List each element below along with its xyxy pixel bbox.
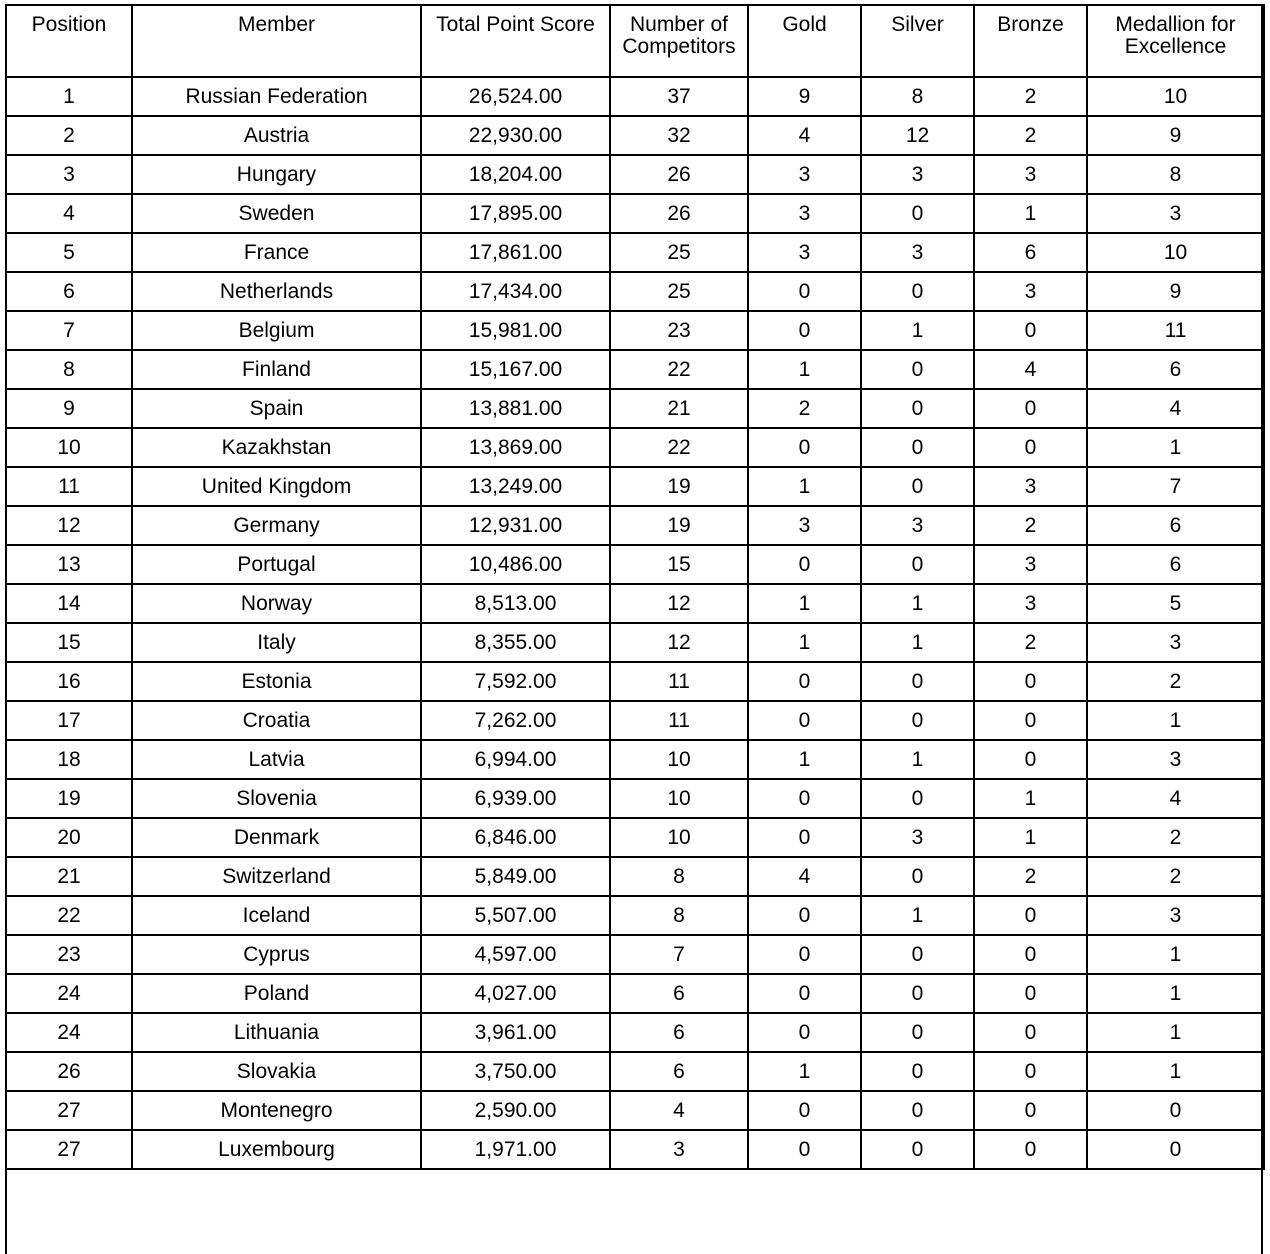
gold-cell: 0 — [748, 701, 861, 740]
silver-cell: 0 — [861, 935, 974, 974]
member-cell: Cyprus — [132, 935, 421, 974]
silver-cell: 3 — [861, 818, 974, 857]
gold-cell: 0 — [748, 272, 861, 311]
competitors-cell: 21 — [610, 389, 748, 428]
gold-cell: 1 — [748, 467, 861, 506]
medallion-cell: 3 — [1087, 623, 1264, 662]
position-cell: 26 — [6, 1052, 132, 1091]
gold-cell: 0 — [748, 935, 861, 974]
gold-cell: 3 — [748, 506, 861, 545]
member-cell: Latvia — [132, 740, 421, 779]
gold-cell: 1 — [748, 1052, 861, 1091]
medallion-cell: 0 — [1087, 1091, 1264, 1130]
table-row — [6, 779, 1264, 818]
gold-cell: 0 — [748, 1013, 861, 1052]
competitors-cell: 25 — [610, 272, 748, 311]
silver-cell: 0 — [861, 1130, 974, 1169]
medallion-cell: 1 — [1087, 428, 1264, 467]
table-row — [6, 701, 1264, 740]
gold-cell: 0 — [748, 896, 861, 935]
gold-cell: 3 — [748, 155, 861, 194]
total-point-score-cell: 13,869.00 — [421, 428, 610, 467]
silver-cell: 1 — [861, 740, 974, 779]
silver-cell: 12 — [861, 116, 974, 155]
table-row — [6, 467, 1264, 506]
medallion-cell: 8 — [1087, 155, 1264, 194]
competitors-cell: 23 — [610, 311, 748, 350]
member-cell: Luxembourg — [132, 1130, 421, 1169]
gold-cell: 1 — [748, 584, 861, 623]
member-cell: Italy — [132, 623, 421, 662]
gold-cell: 0 — [748, 311, 861, 350]
bronze-cell: 1 — [974, 818, 1087, 857]
total-point-score-cell: 18,204.00 — [421, 155, 610, 194]
silver-cell: 0 — [861, 701, 974, 740]
total-point-score-cell: 17,861.00 — [421, 233, 610, 272]
position-cell: 1 — [6, 77, 132, 116]
competitors-cell: 8 — [610, 896, 748, 935]
silver-cell: 0 — [861, 857, 974, 896]
bronze-cell: 0 — [974, 740, 1087, 779]
bronze-cell: 2 — [974, 77, 1087, 116]
silver-cell: 8 — [861, 77, 974, 116]
gold-cell: 1 — [748, 740, 861, 779]
gold-cell: 4 — [748, 857, 861, 896]
competitors-cell: 11 — [610, 662, 748, 701]
position-cell: 8 — [6, 350, 132, 389]
position-cell: 23 — [6, 935, 132, 974]
member-cell: Lithuania — [132, 1013, 421, 1052]
total-point-score-cell: 8,513.00 — [421, 584, 610, 623]
medallion-cell: 10 — [1087, 77, 1264, 116]
gold-cell: 2 — [748, 389, 861, 428]
silver-cell: 0 — [861, 272, 974, 311]
silver-cell: 0 — [861, 779, 974, 818]
gold-cell: 3 — [748, 233, 861, 272]
bronze-cell: 2 — [974, 623, 1087, 662]
gold-cell: 1 — [748, 350, 861, 389]
table-row — [6, 116, 1264, 155]
table-row — [6, 935, 1264, 974]
silver-cell: 1 — [861, 896, 974, 935]
silver-cell: 0 — [861, 1013, 974, 1052]
table-row — [6, 194, 1264, 233]
table-row — [6, 155, 1264, 194]
silver-cell: 0 — [861, 1052, 974, 1091]
total-point-score-cell: 3,750.00 — [421, 1052, 610, 1091]
competitors-cell: 25 — [610, 233, 748, 272]
competitors-cell: 6 — [610, 1013, 748, 1052]
competitors-cell: 12 — [610, 584, 748, 623]
table-row — [6, 818, 1264, 857]
bronze-cell: 0 — [974, 896, 1087, 935]
competitors-cell: 15 — [610, 545, 748, 584]
competitors-cell: 10 — [610, 740, 748, 779]
position-cell: 3 — [6, 155, 132, 194]
member-cell: Kazakhstan — [132, 428, 421, 467]
position-cell: 24 — [6, 974, 132, 1013]
table-row — [6, 1130, 1264, 1169]
member-cell: Belgium — [132, 311, 421, 350]
position-cell: 13 — [6, 545, 132, 584]
bronze-cell: 1 — [974, 779, 1087, 818]
table-row — [6, 506, 1264, 545]
total-point-score-cell: 3,961.00 — [421, 1013, 610, 1052]
competitors-cell: 19 — [610, 467, 748, 506]
position-cell: 6 — [6, 272, 132, 311]
total-point-score-cell: 22,930.00 — [421, 116, 610, 155]
member-cell: Germany — [132, 506, 421, 545]
total-point-score-cell: 6,846.00 — [421, 818, 610, 857]
competitors-cell: 12 — [610, 623, 748, 662]
total-point-score-cell: 17,895.00 — [421, 194, 610, 233]
medallion-cell: 10 — [1087, 233, 1264, 272]
gold-cell: 0 — [748, 1130, 861, 1169]
header-row — [6, 5, 1264, 77]
total-point-score-cell: 13,881.00 — [421, 389, 610, 428]
total-point-score-cell: 7,592.00 — [421, 662, 610, 701]
member-cell: Hungary — [132, 155, 421, 194]
position-cell: 4 — [6, 194, 132, 233]
silver-cell: 0 — [861, 350, 974, 389]
gold-cell: 0 — [748, 662, 861, 701]
position-cell: 15 — [6, 623, 132, 662]
total-point-score-cell: 17,434.00 — [421, 272, 610, 311]
table-row — [6, 896, 1264, 935]
competitors-cell: 8 — [610, 857, 748, 896]
bronze-cell: 0 — [974, 935, 1087, 974]
header-number-of-competitors: Number of Competitors — [610, 5, 748, 77]
table-row — [6, 428, 1264, 467]
table-row — [6, 233, 1264, 272]
table-row — [6, 350, 1264, 389]
member-cell: Netherlands — [132, 272, 421, 311]
position-cell: 14 — [6, 584, 132, 623]
position-cell: 16 — [6, 662, 132, 701]
bronze-cell: 0 — [974, 662, 1087, 701]
total-point-score-cell: 4,027.00 — [421, 974, 610, 1013]
bronze-cell: 0 — [974, 1091, 1087, 1130]
position-cell: 24 — [6, 1013, 132, 1052]
member-cell: Poland — [132, 974, 421, 1013]
bronze-cell: 1 — [974, 194, 1087, 233]
table-row — [6, 1052, 1264, 1091]
total-point-score-cell: 7,262.00 — [421, 701, 610, 740]
gold-cell: 0 — [748, 818, 861, 857]
medallion-cell: 3 — [1087, 740, 1264, 779]
competitors-cell: 32 — [610, 116, 748, 155]
silver-cell: 0 — [861, 428, 974, 467]
table-header — [6, 5, 1264, 77]
member-cell: Croatia — [132, 701, 421, 740]
table-row — [6, 974, 1264, 1013]
gold-cell: 0 — [748, 974, 861, 1013]
competitors-cell: 10 — [610, 779, 748, 818]
member-cell: Slovenia — [132, 779, 421, 818]
gold-cell: 0 — [748, 779, 861, 818]
silver-cell: 3 — [861, 155, 974, 194]
medallion-cell: 4 — [1087, 389, 1264, 428]
header-total-point-score: Total Point Score — [421, 5, 610, 77]
medallion-cell: 1 — [1087, 1052, 1264, 1091]
position-cell: 17 — [6, 701, 132, 740]
bronze-cell: 0 — [974, 701, 1087, 740]
medallion-cell: 1 — [1087, 935, 1264, 974]
table-row — [6, 77, 1264, 116]
competitors-cell: 26 — [610, 194, 748, 233]
silver-cell: 1 — [861, 623, 974, 662]
position-cell: 20 — [6, 818, 132, 857]
gold-cell: 4 — [748, 116, 861, 155]
position-cell: 11 — [6, 467, 132, 506]
position-cell: 7 — [6, 311, 132, 350]
competitors-cell: 7 — [610, 935, 748, 974]
position-cell: 12 — [6, 506, 132, 545]
silver-cell: 1 — [861, 584, 974, 623]
position-cell: 27 — [6, 1130, 132, 1169]
position-cell: 27 — [6, 1091, 132, 1130]
member-cell: Finland — [132, 350, 421, 389]
gold-cell: 0 — [748, 428, 861, 467]
total-point-score-cell: 5,507.00 — [421, 896, 610, 935]
table-row — [6, 545, 1264, 584]
header-silver: Silver — [861, 5, 974, 77]
results-table — [5, 4, 1265, 1170]
medallion-cell: 5 — [1087, 584, 1264, 623]
total-point-score-cell: 12,931.00 — [421, 506, 610, 545]
competitors-cell: 19 — [610, 506, 748, 545]
position-cell: 10 — [6, 428, 132, 467]
member-cell: Iceland — [132, 896, 421, 935]
table-row — [6, 740, 1264, 779]
position-cell: 9 — [6, 389, 132, 428]
header-position: Position — [6, 5, 132, 77]
gold-cell: 0 — [748, 1091, 861, 1130]
competitors-cell: 11 — [610, 701, 748, 740]
silver-cell: 0 — [861, 974, 974, 1013]
medallion-cell: 6 — [1087, 545, 1264, 584]
medallion-cell: 1 — [1087, 701, 1264, 740]
table-row — [6, 1013, 1264, 1052]
position-cell: 2 — [6, 116, 132, 155]
member-cell: Russian Federation — [132, 77, 421, 116]
competitors-cell: 4 — [610, 1091, 748, 1130]
medallion-cell: 0 — [1087, 1130, 1264, 1169]
medallion-cell: 7 — [1087, 467, 1264, 506]
medallion-cell: 2 — [1087, 818, 1264, 857]
gold-cell: 3 — [748, 194, 861, 233]
position-cell: 19 — [6, 779, 132, 818]
silver-cell: 0 — [861, 1091, 974, 1130]
total-point-score-cell: 15,167.00 — [421, 350, 610, 389]
competitors-cell: 3 — [610, 1130, 748, 1169]
medallion-cell: 1 — [1087, 1013, 1264, 1052]
total-point-score-cell: 13,249.00 — [421, 467, 610, 506]
position-cell: 5 — [6, 233, 132, 272]
gold-cell: 1 — [748, 623, 861, 662]
table-body — [6, 77, 1264, 1169]
table-row — [6, 389, 1264, 428]
silver-cell: 0 — [861, 389, 974, 428]
table-row — [6, 272, 1264, 311]
medallion-cell: 9 — [1087, 272, 1264, 311]
bronze-cell: 2 — [974, 116, 1087, 155]
total-point-score-cell: 6,939.00 — [421, 779, 610, 818]
gold-cell: 9 — [748, 77, 861, 116]
total-point-score-cell: 1,971.00 — [421, 1130, 610, 1169]
competitors-cell: 22 — [610, 350, 748, 389]
bronze-cell: 0 — [974, 389, 1087, 428]
position-cell: 21 — [6, 857, 132, 896]
bronze-cell: 0 — [974, 428, 1087, 467]
bronze-cell: 2 — [974, 857, 1087, 896]
member-cell: France — [132, 233, 421, 272]
member-cell: Austria — [132, 116, 421, 155]
total-point-score-cell: 10,486.00 — [421, 545, 610, 584]
bronze-cell: 0 — [974, 311, 1087, 350]
competitors-cell: 6 — [610, 974, 748, 1013]
silver-cell: 0 — [861, 467, 974, 506]
bronze-cell: 3 — [974, 272, 1087, 311]
silver-cell: 0 — [861, 662, 974, 701]
table-row — [6, 584, 1264, 623]
competitors-cell: 6 — [610, 1052, 748, 1091]
bronze-cell: 3 — [974, 467, 1087, 506]
member-cell: United Kingdom — [132, 467, 421, 506]
medallion-cell: 9 — [1087, 116, 1264, 155]
bronze-cell: 4 — [974, 350, 1087, 389]
bronze-cell: 3 — [974, 545, 1087, 584]
member-cell: Sweden — [132, 194, 421, 233]
bronze-cell: 3 — [974, 584, 1087, 623]
header-bronze: Bronze — [974, 5, 1087, 77]
silver-cell: 3 — [861, 233, 974, 272]
table-row — [6, 857, 1264, 896]
position-cell: 18 — [6, 740, 132, 779]
position-cell: 22 — [6, 896, 132, 935]
silver-cell: 0 — [861, 194, 974, 233]
gold-cell: 0 — [748, 545, 861, 584]
medallion-cell: 11 — [1087, 311, 1264, 350]
member-cell: Denmark — [132, 818, 421, 857]
medallion-cell: 6 — [1087, 350, 1264, 389]
competitors-cell: 10 — [610, 818, 748, 857]
total-point-score-cell: 26,524.00 — [421, 77, 610, 116]
table-row — [6, 311, 1264, 350]
bronze-cell: 0 — [974, 1013, 1087, 1052]
total-point-score-cell: 15,981.00 — [421, 311, 610, 350]
table-row — [6, 1091, 1264, 1130]
table-row — [6, 662, 1264, 701]
member-cell: Norway — [132, 584, 421, 623]
bronze-cell: 3 — [974, 155, 1087, 194]
medallion-cell: 3 — [1087, 194, 1264, 233]
silver-cell: 0 — [861, 545, 974, 584]
medallion-cell: 2 — [1087, 662, 1264, 701]
member-cell: Spain — [132, 389, 421, 428]
total-point-score-cell: 5,849.00 — [421, 857, 610, 896]
total-point-score-cell: 2,590.00 — [421, 1091, 610, 1130]
medallion-cell: 6 — [1087, 506, 1264, 545]
medallion-cell: 4 — [1087, 779, 1264, 818]
member-cell: Montenegro — [132, 1091, 421, 1130]
silver-cell: 1 — [861, 311, 974, 350]
competitors-cell: 37 — [610, 77, 748, 116]
competitors-cell: 22 — [610, 428, 748, 467]
table-row — [6, 623, 1264, 662]
header-medallion-for-excellence: Medallion for Excellence — [1087, 5, 1264, 77]
medallion-cell: 1 — [1087, 974, 1264, 1013]
bronze-cell: 0 — [974, 1052, 1087, 1091]
bronze-cell: 6 — [974, 233, 1087, 272]
header-member: Member — [132, 5, 421, 77]
total-point-score-cell: 6,994.00 — [421, 740, 610, 779]
member-cell: Switzerland — [132, 857, 421, 896]
member-cell: Estonia — [132, 662, 421, 701]
member-cell: Portugal — [132, 545, 421, 584]
total-point-score-cell: 4,597.00 — [421, 935, 610, 974]
total-point-score-cell: 8,355.00 — [421, 623, 610, 662]
bronze-cell: 0 — [974, 974, 1087, 1013]
medallion-cell: 3 — [1087, 896, 1264, 935]
medallion-cell: 2 — [1087, 857, 1264, 896]
member-cell: Slovakia — [132, 1052, 421, 1091]
silver-cell: 3 — [861, 506, 974, 545]
header-gold: Gold — [748, 5, 861, 77]
competitors-cell: 26 — [610, 155, 748, 194]
bronze-cell: 0 — [974, 1130, 1087, 1169]
bronze-cell: 2 — [974, 506, 1087, 545]
